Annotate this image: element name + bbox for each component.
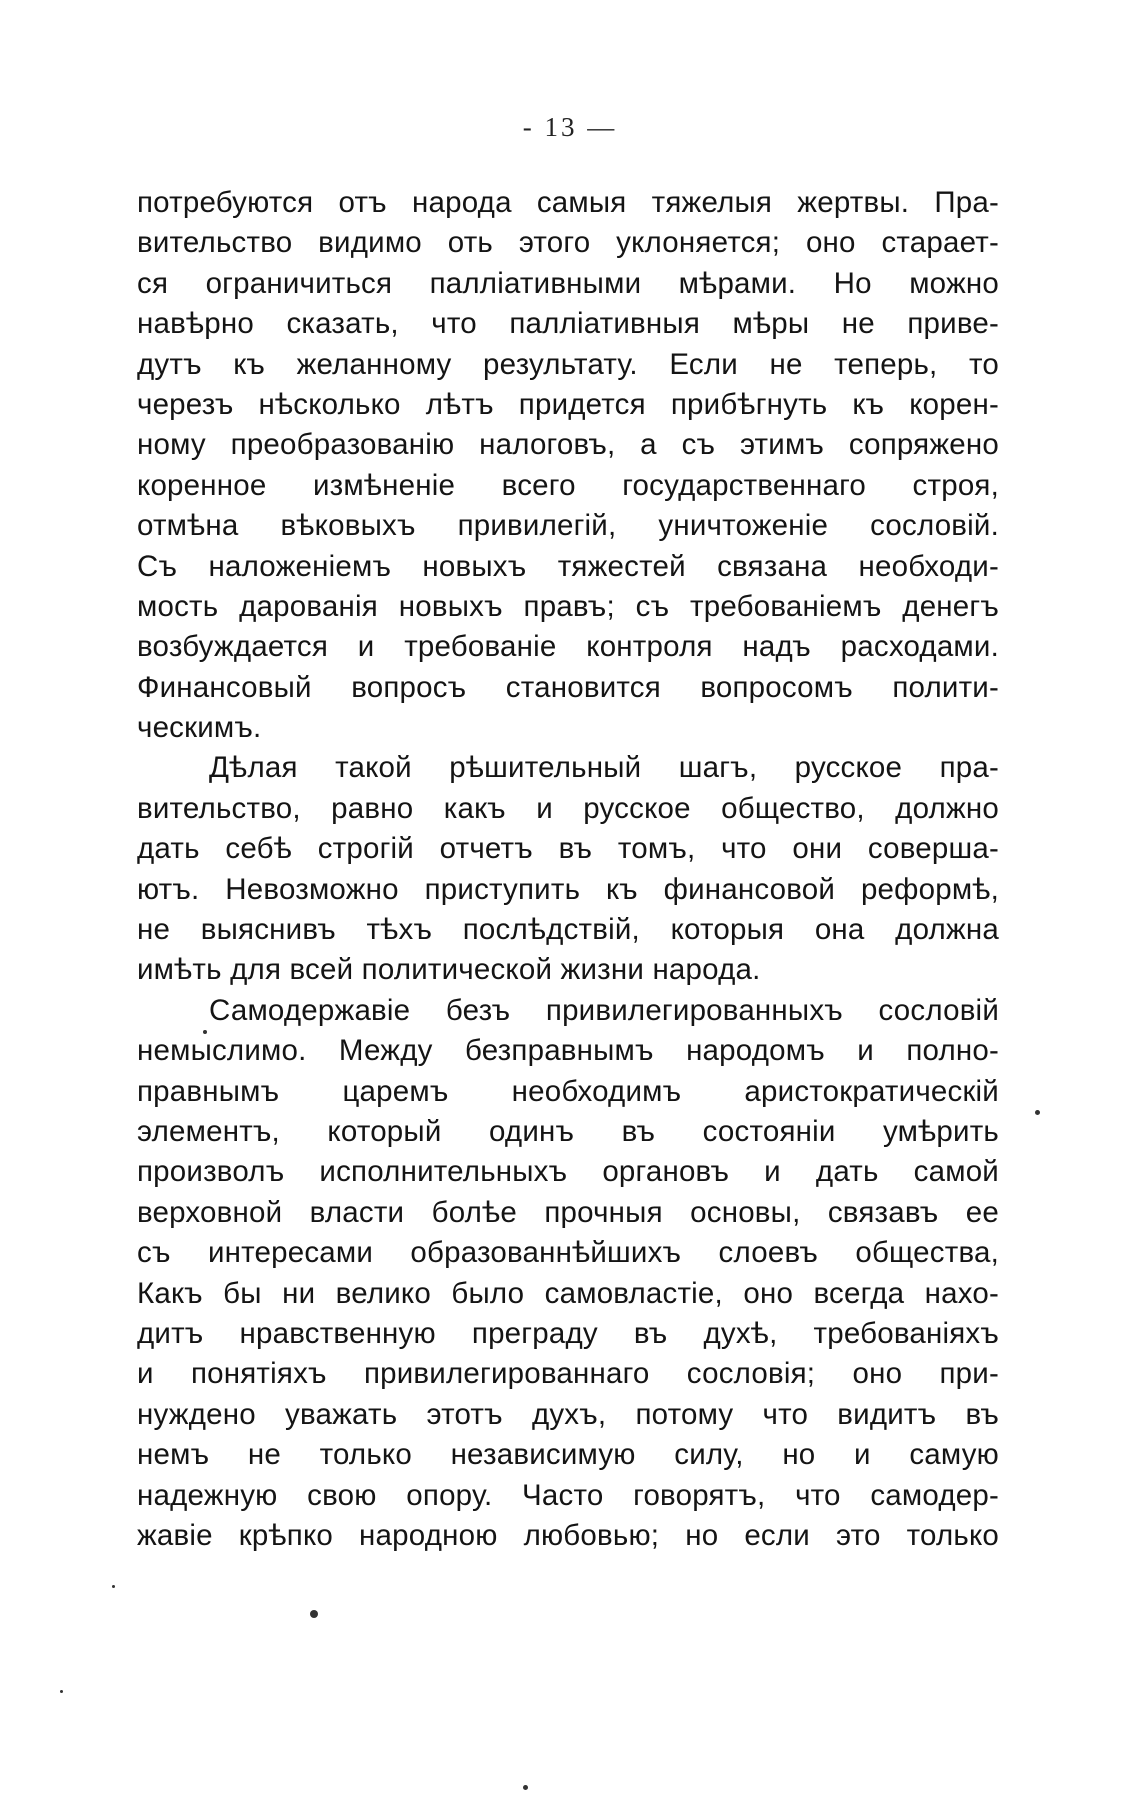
text-line: навѣрно сказать, что палліативныя мѣры не приве- (137, 307, 999, 341)
ink-speck (203, 1030, 207, 1034)
ink-speck (523, 1785, 528, 1790)
text-line: вительство, равно какъ и русское общество, должно (137, 791, 999, 825)
text-line: Дѣлая такой рѣшительный шагъ, русское пра- (209, 751, 999, 785)
text-line: дутъ къ желанному результату. Если не теперь, то (137, 347, 999, 381)
text-line: мость дарованія новыхъ правъ; съ требованіемъ денегъ (137, 589, 999, 623)
text-line: вительство видимо оть этого уклоняется; оно старает- (137, 226, 999, 260)
paragraph-2 (137, 748, 999, 990)
text-line: возбуждается и требованіе контроля надъ расходами. (137, 630, 999, 664)
text-line: элементъ, который одинъ въ состояніи умѣрить (137, 1114, 999, 1148)
text-line: правнымъ царемъ необходимъ аристократическій (137, 1074, 999, 1108)
text-line: ческимъ. (137, 711, 262, 745)
body-text (137, 183, 999, 1556)
text-line: имѣть для всей политической жизни народа. (137, 953, 761, 987)
text-line: и понятіяхъ привилегированнаго сословія; оно при- (137, 1357, 999, 1391)
text-line: надежную свою опору. Часто говорятъ, что самодер- (137, 1478, 999, 1512)
text-line: верховной власти болѣе прочныя основы, связавъ ее (137, 1195, 999, 1229)
text-line: не выяснивъ тѣхъ послѣдствій, которыя она должна (137, 913, 999, 947)
ink-speck (112, 1585, 115, 1588)
page-number: - 13 — (522, 112, 618, 142)
text-line: Самодержавіе безъ привилегированныхъ сословій (209, 993, 999, 1027)
text-line: отмѣна вѣковыхъ привилегій, уничтоженіе сословій. (137, 509, 999, 543)
text-line: ся ограничиться палліативными мѣрами. Но можно (137, 266, 999, 300)
paragraph-3 (137, 991, 999, 1556)
text-line: ютъ. Невозможно приступить къ финансовой реформѣ, (137, 872, 999, 906)
ink-speck (1035, 1110, 1040, 1115)
ink-speck (310, 1610, 318, 1618)
text-line: произволъ исполнительныхъ органовъ и дать самой (137, 1155, 999, 1189)
text-line: черезъ нѣсколько лѣтъ придется прибѣгнуть къ корен- (137, 387, 999, 421)
text-line: Съ наложеніемъ новыхъ тяжестей связана необходи- (137, 549, 999, 583)
text-line: жавіе крѣпко народною любовью; но если это только (137, 1518, 999, 1552)
text-line: потребуются отъ народа самыя тяжелыя жертвы. Пра- (137, 186, 999, 219)
text-line: дать себѣ строгій отчетъ въ томъ, что они соверша- (137, 832, 999, 866)
text-line: немъ не только независимую силу, но и самую (137, 1438, 999, 1472)
text-line: Финансовый вопросъ становится вопросомъ полити- (137, 670, 999, 704)
text-line: дитъ нравственную преграду въ духѣ, требованіяхъ (137, 1316, 999, 1350)
text-line: нуждено уважать этотъ духъ, потому что видитъ въ (137, 1397, 999, 1431)
text-line: съ интересами образованнѣйшихъ слоевъ общества, (137, 1236, 999, 1270)
ink-speck (60, 1690, 63, 1693)
text-line: ному преобразованію налоговъ, а съ этимъ сопряжено (137, 428, 999, 462)
text-line: коренное измѣненіе всего государственнаго строя, (137, 468, 999, 502)
paragraph-1 (137, 183, 999, 748)
text-line: немыслимо. Между безправнымъ народомъ и полно- (137, 1034, 999, 1068)
text-line: Какъ бы ни велико было самовластіе, оно всегда нахо- (137, 1276, 999, 1310)
